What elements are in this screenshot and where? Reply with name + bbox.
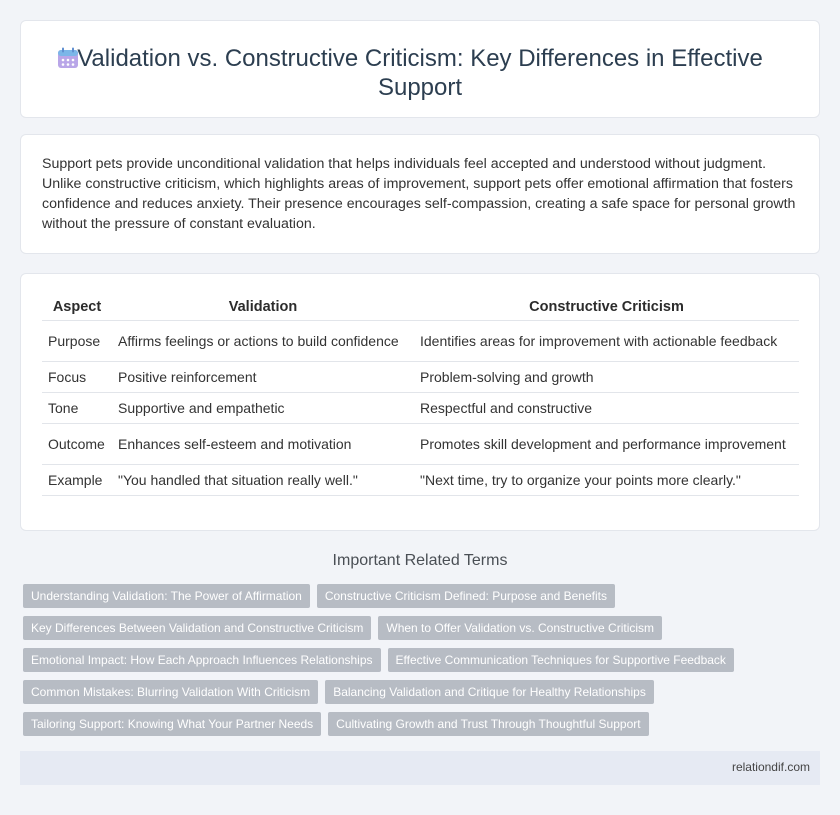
related-term-tag[interactable]: Emotional Impact: How Each Approach Influences Relationships bbox=[23, 648, 381, 672]
table-cell: Promotes skill development and performance improvement bbox=[414, 423, 799, 464]
table-header-row bbox=[42, 294, 799, 320]
intro-paragraph: Support pets provide unconditional validation that helps individuals feel accepted and understood without judgment. Unlike constructive criticism, which highlights areas of improvement, support pets offer emotional affirmation that fosters confidence and reduces anxiety. Their presence encourages self-compassion, creating a safe space for personal growth without the pressure of constant evaluation. bbox=[42, 156, 796, 232]
table-cell: Tone bbox=[42, 392, 112, 423]
related-term-tag[interactable]: Tailoring Support: Knowing What Your Partner Needs bbox=[23, 712, 321, 736]
table-cell: Purpose bbox=[42, 320, 112, 361]
table-cell: Identifies areas for improvement with actionable feedback bbox=[414, 320, 799, 361]
table-row bbox=[42, 361, 799, 392]
related-term-tag[interactable]: Key Differences Between Validation and Constructive Criticism bbox=[23, 616, 371, 640]
table-row bbox=[42, 423, 799, 464]
related-term-tag[interactable]: Effective Communication Techniques for Supportive Feedback bbox=[388, 648, 734, 672]
related-term-tag[interactable]: When to Offer Validation vs. Constructive Criticism bbox=[378, 616, 662, 640]
table-cell: Positive reinforcement bbox=[112, 361, 414, 392]
table-cell: Affirms feelings or actions to build confidence bbox=[112, 320, 414, 361]
table-row bbox=[42, 464, 799, 495]
table-row bbox=[42, 392, 799, 423]
table-cell: Focus bbox=[42, 361, 112, 392]
table-cell: Problem-solving and growth bbox=[414, 361, 799, 392]
table-cell: Respectful and constructive bbox=[414, 392, 799, 423]
table-cell: Outcome bbox=[42, 423, 112, 464]
footer-site-link[interactable]: relationdif.com bbox=[731, 760, 810, 774]
comparison-table bbox=[42, 294, 799, 496]
table-row bbox=[42, 320, 799, 361]
intro-card bbox=[20, 134, 820, 254]
table-cell: "Next time, try to organize your points more clearly." bbox=[414, 464, 799, 495]
related-term-tag[interactable]: Cultivating Growth and Trust Through Thoughtful Support bbox=[328, 712, 648, 736]
related-term-tag[interactable]: Balancing Validation and Critique for Healthy Relationships bbox=[325, 680, 654, 704]
tag-row bbox=[23, 712, 649, 736]
table-cell: "You handled that situation really well." bbox=[112, 464, 414, 495]
page-title: Validation vs. Constructive Criticism: Key Differences in Effective Support bbox=[77, 45, 763, 101]
comparison-table-card bbox=[20, 273, 820, 531]
column-header-aspect: Aspect bbox=[42, 294, 112, 320]
table-cell: Example bbox=[42, 464, 112, 495]
column-header-validation: Validation bbox=[112, 294, 414, 320]
tag-row bbox=[23, 680, 654, 704]
tag-row bbox=[23, 648, 734, 672]
table-cell: Supportive and empathetic bbox=[112, 392, 414, 423]
related-term-tag[interactable]: Common Mistakes: Blurring Validation With Criticism bbox=[23, 680, 318, 704]
table-cell: Enhances self-esteem and motivation bbox=[112, 423, 414, 464]
tag-row bbox=[23, 584, 615, 608]
related-term-tag[interactable]: Constructive Criticism Defined: Purpose and Benefits bbox=[317, 584, 615, 608]
footer bbox=[20, 751, 820, 785]
tag-row bbox=[23, 616, 662, 640]
related-term-tag[interactable]: Understanding Validation: The Power of Affirmation bbox=[23, 584, 310, 608]
related-terms-heading: Important Related Terms bbox=[332, 552, 508, 569]
column-header-constructive-criticism: Constructive Criticism bbox=[414, 294, 799, 320]
